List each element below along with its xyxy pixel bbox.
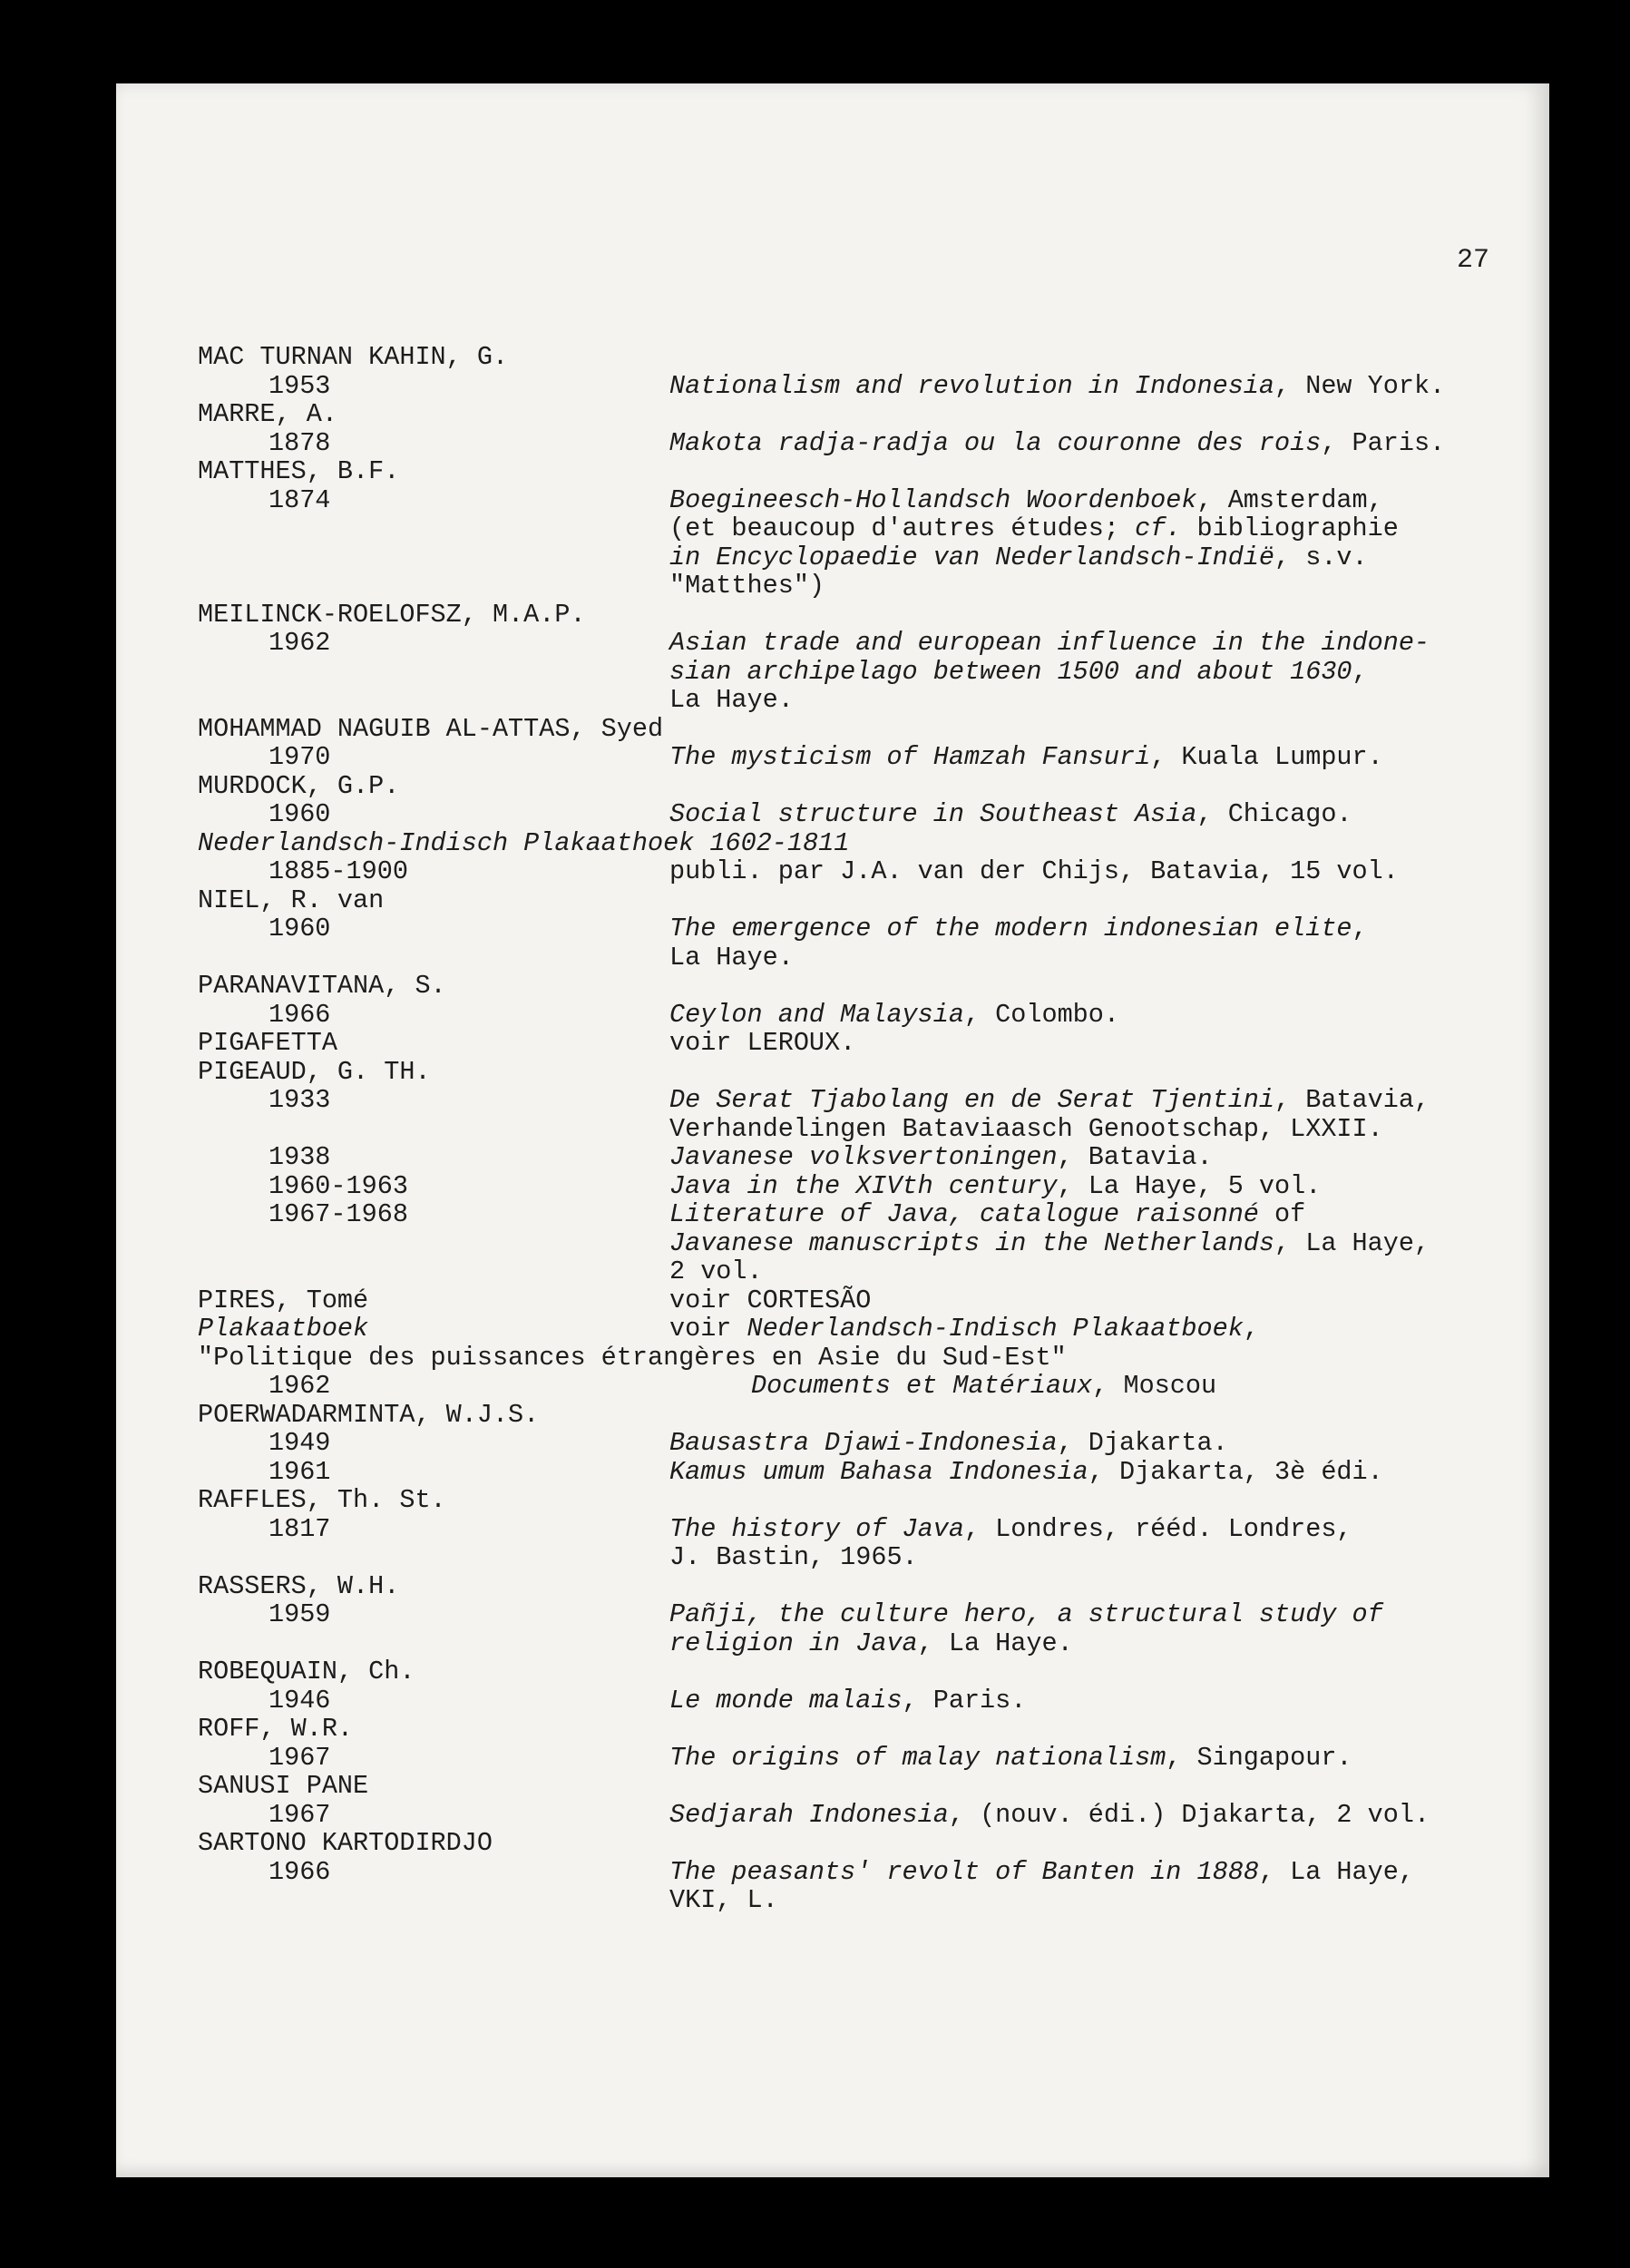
bibliography-line <box>198 1486 1459 1515</box>
entry-title: The origins of malay nationalism <box>669 1742 1166 1773</box>
bibliography-line <box>198 1286 1459 1315</box>
entry-title: Asian trade and european influence in the indone- <box>669 628 1430 658</box>
bibliography-line <box>198 1344 1459 1373</box>
entry-author-title: Plakaatboek <box>198 1314 369 1344</box>
entry-description <box>669 572 825 601</box>
entry-title: cf. <box>1135 513 1182 543</box>
entry-description <box>669 658 1368 687</box>
entry-date: 1960-1963 <box>268 1170 408 1201</box>
entry-title: Nationalism and revolution in Indonesia <box>669 370 1275 401</box>
bibliography-line <box>198 514 1459 543</box>
entry-publication: La Haye. <box>669 942 794 973</box>
entry-description <box>669 743 1383 772</box>
entry-publication: , Djakarta, 3è édi. <box>1088 1456 1383 1487</box>
entry-author: MOHAMMAD NAGUIB AL-ATTAS, Syed <box>198 713 664 744</box>
entry-publication: Verhandelingen Bataviaasch Genootschap, LXXII. <box>669 1113 1383 1144</box>
entry-publication: 2 vol. <box>669 1256 763 1286</box>
entry-description <box>669 1029 855 1058</box>
entry-title: De Serat Tjabolang en de Serat Tjentini <box>669 1085 1275 1115</box>
bibliography-line <box>198 1515 1459 1544</box>
entry-title: sian archipelago between 1500 and about 1630 <box>669 656 1352 687</box>
entry-description <box>669 1172 1321 1201</box>
entry-description <box>669 943 794 973</box>
entry-prefix: (et beaucoup d'autres études; <box>669 513 1136 543</box>
entry-description <box>669 1515 1352 1544</box>
entry-publication: , New York. <box>1274 370 1446 401</box>
entry-date: 1962 <box>268 1371 331 1401</box>
bibliography-line <box>198 1543 1459 1572</box>
entry-description <box>669 1600 1383 1629</box>
entry-description <box>669 857 1399 886</box>
bibliography-line <box>198 1372 1459 1401</box>
bibliography-line <box>198 343 1459 372</box>
bibliography-line <box>198 1772 1459 1801</box>
entry-description <box>669 1686 1026 1716</box>
entry-description <box>669 1858 1414 1887</box>
entry-publication: of <box>1258 1199 1306 1229</box>
entry-title: Boegineesch-Hollandsch Woordenboek <box>669 484 1197 515</box>
bibliography-list <box>198 343 1459 1915</box>
bibliography-line <box>198 400 1459 429</box>
entry-date: 1967 <box>268 1742 331 1773</box>
entry-description <box>669 686 794 715</box>
entry-title: Ceylon and Malaysia <box>669 999 964 1030</box>
bibliography-line <box>198 1315 1459 1344</box>
bibliography-line <box>198 572 1459 601</box>
bibliography-line <box>198 1401 1459 1430</box>
entry-title: The mysticism of Hamzah Fansuri <box>669 742 1151 772</box>
entry-publication: , <box>1352 656 1368 687</box>
bibliography-line <box>198 1744 1459 1773</box>
entry-date: 1933 <box>268 1085 331 1115</box>
bibliography-line <box>198 1429 1459 1458</box>
entry-title: in Encyclopaedie van Nederlandsch-Indië <box>669 542 1275 572</box>
entry-date: 1966 <box>268 1856 331 1887</box>
entry-description <box>669 1744 1352 1773</box>
entry-description <box>669 1543 918 1572</box>
entry-date: 1953 <box>268 370 331 401</box>
bibliography-line <box>198 1058 1459 1087</box>
entry-publication: , Batavia, <box>1274 1085 1430 1115</box>
bibliography-line <box>198 1086 1459 1115</box>
bibliography-line <box>198 1801 1459 1830</box>
entry-publication: , La Haye, <box>1274 1227 1430 1258</box>
bibliography-line <box>198 1115 1459 1144</box>
bibliography-line <box>198 1458 1459 1487</box>
entry-description <box>669 1458 1383 1487</box>
bibliography-line <box>198 772 1459 801</box>
entry-title: Social structure in Southeast Asia <box>669 799 1197 829</box>
entry-publication: , La Haye, 5 vol. <box>1057 1170 1322 1201</box>
bibliography-line <box>198 886 1459 915</box>
entry-publication: , Paris. <box>1321 427 1446 458</box>
bibliography-line <box>198 715 1459 744</box>
entry-description <box>669 1886 778 1915</box>
entry-author: PIRES, Tomé <box>198 1285 369 1315</box>
entry-author-title: Nederlandsch-Indisch Plakaathoek 1602-1811 <box>198 827 850 858</box>
entry-date: 1961 <box>268 1456 331 1487</box>
entry-author: ROBEQUAIN, Ch. <box>198 1657 415 1686</box>
entry-description <box>669 543 1368 572</box>
entry-title: Bausastra Djawi-Indonesia <box>669 1428 1058 1458</box>
entry-publication: La Haye. <box>669 685 794 715</box>
entry-publication: , Amsterdam, <box>1196 484 1383 515</box>
entry-date: 1885-1900 <box>268 856 408 886</box>
entry-date: 1949 <box>268 1428 331 1458</box>
bibliography-line <box>198 686 1459 715</box>
entry-date: 1970 <box>268 742 331 772</box>
entry-date: 1946 <box>268 1685 331 1716</box>
entry-description <box>669 429 1445 458</box>
entry-publication: , (nouv. édi.) Djakarta, 2 vol. <box>948 1799 1430 1830</box>
entry-author: ROFF, W.R. <box>198 1714 354 1744</box>
entry-title: The peasants' revolt of Banten in 1888 <box>669 1856 1259 1887</box>
entry-description <box>669 1629 1073 1658</box>
entry-date: 1959 <box>268 1599 331 1629</box>
entry-publication: voir CORTESÃO <box>669 1285 872 1315</box>
bibliography-line <box>198 1829 1459 1858</box>
entry-publication: , Singapour. <box>1166 1742 1352 1773</box>
bibliography-line <box>198 857 1459 886</box>
entry-publication: , <box>1352 914 1368 943</box>
bibliography-line <box>198 1143 1459 1172</box>
bibliography-line <box>198 543 1459 572</box>
entry-title: Pañji, the culture hero, a structural study of <box>669 1599 1383 1629</box>
entry-author: MAC TURNAN KAHIN, G. <box>198 342 509 372</box>
entry-author: MEILINCK-ROELOFSZ, M.A.P. <box>198 599 586 630</box>
bibliography-line <box>198 1600 1459 1629</box>
entry-date: 1878 <box>268 427 331 458</box>
entry-date: 1967-1968 <box>268 1199 408 1229</box>
entry-author: NIEL, R. van <box>198 885 385 915</box>
entry-title: Documents et Matériaux <box>751 1371 1093 1401</box>
entry-date: 1938 <box>268 1142 331 1172</box>
entry-publication: J. Bastin, 1965. <box>669 1542 918 1572</box>
entry-title: Javanese manuscripts in the Netherlands <box>669 1227 1275 1258</box>
entry-date: 1966 <box>268 999 331 1030</box>
entry-author: "Politique des puissances étrangères en Asie du Sud-Est" <box>198 1342 1067 1373</box>
entry-description <box>751 1372 1216 1401</box>
entry-publication: , Chicago. <box>1196 799 1352 829</box>
entry-publication: , Moscou <box>1092 1371 1217 1401</box>
entry-description <box>669 486 1383 515</box>
entry-description <box>669 1001 1119 1030</box>
entry-title: Makota radja-radja ou la couronne des rois <box>669 427 1322 458</box>
entry-date: 1962 <box>268 628 331 658</box>
entry-description <box>669 1315 1259 1344</box>
entry-author: POERWADARMINTA, W.J.S. <box>198 1399 540 1430</box>
entry-description <box>669 514 1399 543</box>
entry-description <box>669 1429 1228 1458</box>
bibliography-line <box>198 1886 1459 1915</box>
entry-date: 1967 <box>268 1799 331 1830</box>
entry-description <box>669 914 1368 943</box>
bibliography-line <box>198 743 1459 772</box>
entry-publication: , Kuala Lumpur. <box>1150 742 1383 772</box>
page-number: 27 <box>1457 245 1490 276</box>
entry-description <box>669 1200 1305 1229</box>
entry-title: The history of Java <box>669 1513 964 1544</box>
entry-description <box>669 629 1430 658</box>
entry-publication: , Djakarta. <box>1057 1428 1228 1458</box>
bibliography-line <box>198 457 1459 486</box>
bibliography-line <box>198 629 1459 658</box>
entry-title: Le monde malais <box>669 1685 903 1716</box>
entry-author: MURDOCK, G.P. <box>198 770 400 801</box>
entry-title: Sedjarah Indonesia <box>669 1799 949 1830</box>
entry-description <box>669 1115 1383 1144</box>
bibliography-line <box>198 1715 1459 1744</box>
entry-description <box>669 1801 1430 1830</box>
entry-publication: , <box>1243 1314 1259 1344</box>
entry-description <box>669 1143 1213 1172</box>
entry-publication: , La Haye, <box>1258 1856 1414 1887</box>
entry-description <box>669 1286 871 1315</box>
bibliography-line <box>198 1172 1459 1201</box>
bibliography-line <box>198 1572 1459 1601</box>
entry-author: SANUSI PANE <box>198 1771 369 1801</box>
entry-title: Java in the XIVth century <box>669 1170 1058 1201</box>
bibliography-line <box>198 914 1459 943</box>
entry-publication: bibliographie <box>1181 513 1399 543</box>
bibliography-line <box>198 972 1459 1001</box>
bibliography-line <box>198 1029 1459 1058</box>
entry-title: Nederlandsch-Indisch Plakaatboek <box>747 1314 1244 1344</box>
entry-description <box>669 1257 763 1286</box>
entry-author: SARTONO KARTODIRDJO <box>198 1828 493 1858</box>
entry-publication: , Colombo. <box>963 999 1119 1030</box>
entry-author: PIGAFETTA <box>198 1028 337 1058</box>
bibliography-line <box>198 601 1459 630</box>
entry-publication: , Batavia. <box>1057 1142 1213 1172</box>
entry-date: 1817 <box>268 1513 331 1544</box>
entry-title: religion in Java <box>669 1628 918 1658</box>
entry-author: PIGEAUD, G. TH. <box>198 1056 431 1087</box>
entry-publication: , Londres, rééd. Londres, <box>963 1513 1352 1544</box>
bibliography-line <box>198 943 1459 973</box>
bibliography-line <box>198 486 1459 515</box>
entry-author: RASSERS, W.H. <box>198 1570 400 1601</box>
bibliography-line <box>198 1229 1459 1258</box>
entry-description <box>669 1229 1430 1258</box>
entry-author: MARRE, A. <box>198 399 337 429</box>
bibliography-line <box>198 658 1459 687</box>
entry-title: Javanese volksvertoningen <box>669 1142 1058 1172</box>
entry-description <box>669 372 1445 401</box>
entry-publication: , La Haye. <box>917 1628 1073 1658</box>
bibliography-line <box>198 829 1459 858</box>
entry-author: MATTHES, B.F. <box>198 456 400 486</box>
entry-title: Kamus umum Bahasa Indonesia <box>669 1456 1088 1487</box>
entry-publication: , s.v. <box>1274 542 1368 572</box>
bibliography-line <box>198 1200 1459 1229</box>
entry-description <box>669 1086 1430 1115</box>
bibliography-line <box>198 1686 1459 1716</box>
entry-date: 1960 <box>268 914 331 943</box>
entry-publication: voir LEROUX. <box>669 1028 856 1058</box>
entry-publication: , Paris. <box>902 1685 1027 1716</box>
entry-prefix: voir <box>669 1314 747 1344</box>
entry-publication: publi. par J.A. van der Chijs, Batavia, 15 vol. <box>669 856 1399 886</box>
bibliography-line <box>198 1858 1459 1887</box>
bibliography-line <box>198 1629 1459 1658</box>
bibliography-line <box>198 1001 1459 1030</box>
bibliography-line <box>198 1657 1459 1686</box>
entry-publication: "Matthes") <box>669 571 825 601</box>
entry-date: 1874 <box>268 484 331 515</box>
bibliography-line <box>198 372 1459 401</box>
entry-description <box>669 800 1352 829</box>
bibliography-line <box>198 800 1459 829</box>
bibliography-line <box>198 1257 1459 1286</box>
entry-date: 1960 <box>268 799 331 829</box>
entry-title: Literature of Java, catalogue raisonné <box>669 1199 1259 1229</box>
entry-author: PARANAVITANA, S. <box>198 971 446 1001</box>
bibliography-line <box>198 429 1459 458</box>
entry-title: The emergence of the modern indonesian elite <box>669 914 1352 943</box>
entry-publication: VKI, L. <box>669 1885 778 1915</box>
entry-author: RAFFLES, Th. St. <box>198 1485 446 1515</box>
